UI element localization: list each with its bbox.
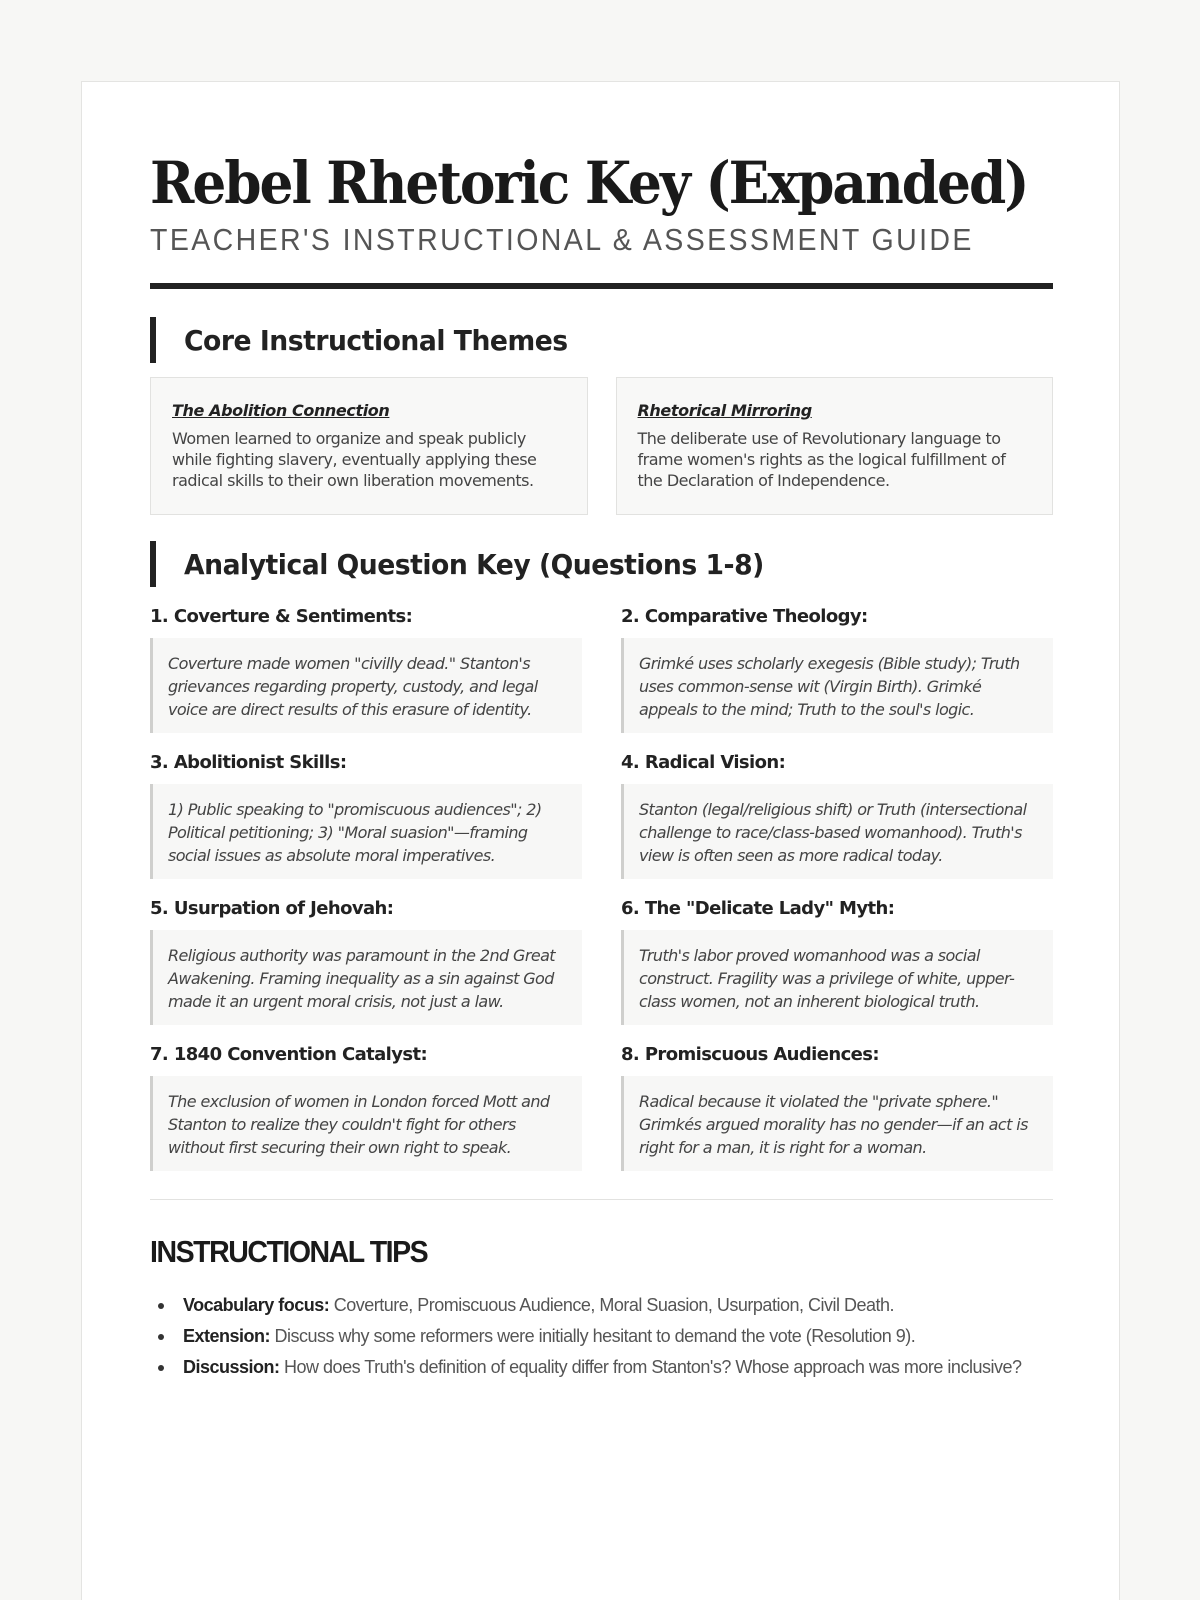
tip-label: Vocabulary focus: [183, 1295, 330, 1315]
tip-item [150, 1290, 1051, 1321]
theme-card-text: Women learned to organize and speak publicly while fighting slavery, eventually applying these radical skills to their own liberation movements. [172, 429, 537, 490]
theme-card [150, 377, 588, 515]
questions-section-heading [150, 541, 1051, 587]
theme-card [616, 377, 1054, 515]
answer-box: Coverture made women "civilly dead." Stanton's grievances regarding property, custody, and legal voice are direct results of this erasure of identity. [150, 638, 582, 733]
question-item [621, 605, 1053, 733]
question-label: 1. Coverture & Sentiments: [150, 606, 413, 627]
answer-box: The exclusion of women in London forced Mott and Stanton to realize they couldn't fight for others without first securing their own right to speak. [150, 1076, 582, 1171]
document-page [81, 81, 1120, 1600]
question-label: 8. Promiscuous Audiences: [621, 1044, 879, 1065]
tip-label: Extension: [183, 1326, 271, 1346]
bullet-icon [158, 1365, 164, 1371]
question-item [150, 751, 582, 879]
answer-box: Grimké uses scholarly exegesis (Bible study); Truth uses common-sense wit (Virgin Birth). Grimké appeals to the mind; Truth to the soul's logic. [621, 638, 1053, 733]
theme-card-title: Rhetorical Mirroring [637, 401, 812, 420]
tip-item [150, 1352, 1051, 1383]
section-accent-bar [150, 541, 156, 587]
section-divider [150, 1199, 1053, 1200]
answer-box: 1) Public speaking to "promiscuous audiences"; 2) Political petitioning; 3) "Moral suasion"—framing social issues as absolute moral imperatives. [150, 784, 582, 879]
document-title: Rebel Rhetoric Key (Expanded) [150, 149, 1028, 217]
theme-card-text: The deliberate use of Revolutionary language to frame women's rights as the logical fulfillment of the Declaration of Independence. [637, 429, 1006, 490]
question-label: 2. Comparative Theology: [621, 606, 868, 627]
themes-grid [150, 377, 1053, 515]
question-item [621, 897, 1053, 1025]
questions-heading-text: Analytical Question Key (Questions 1-8) [184, 547, 764, 581]
tip-text: How does Truth's definition of equality differ from Stanton's? Whose approach was more inclusive? [279, 1357, 1022, 1377]
answer-box: Stanton (legal/religious shift) or Truth (intersectional challenge to race/class-based womanhood). Truth's view is often seen as more radical today. [621, 784, 1053, 879]
questions-grid [150, 605, 1053, 1189]
question-item [621, 751, 1053, 879]
bullet-icon [158, 1334, 164, 1340]
tips-list [150, 1290, 1051, 1383]
section-accent-bar [150, 317, 156, 363]
answer-box: Radical because it violated the "private sphere." Grimkés argued morality has no gender—if an act is right for a man, it is right for a woman. [621, 1076, 1053, 1171]
bullet-icon [158, 1303, 164, 1309]
question-label: 6. The "Delicate Lady" Myth: [621, 898, 895, 919]
question-label: 3. Abolitionist Skills: [150, 752, 347, 773]
document-subtitle: TEACHER'S INSTRUCTIONAL & ASSESSMENT GUIDE [150, 222, 974, 257]
question-label: 5. Usurpation of Jehovah: [150, 898, 394, 919]
tips-heading: INSTRUCTIONAL TIPS [150, 1234, 428, 1269]
themes-section-heading [150, 317, 1051, 363]
theme-card-title: The Abolition Connection [172, 401, 390, 420]
question-item [621, 1043, 1053, 1171]
question-item [150, 1043, 582, 1171]
title-divider [150, 283, 1053, 289]
question-item [150, 605, 582, 733]
answer-box: Religious authority was paramount in the 2nd Great Awakening. Framing inequality as a sin against God made it an urgent moral crisis, not just a law. [150, 930, 582, 1025]
question-item [150, 897, 582, 1025]
themes-heading-text: Core Instructional Themes [184, 323, 568, 357]
answer-box: Truth's labor proved womanhood was a social construct. Fragility was a privilege of white, upper-class women, not an inherent biological truth. [621, 930, 1053, 1025]
question-label: 4. Radical Vision: [621, 752, 786, 773]
tip-text: Coverture, Promiscuous Audience, Moral Suasion, Usurpation, Civil Death. [329, 1295, 894, 1315]
tip-item [150, 1321, 1051, 1352]
tip-label: Discussion: [183, 1357, 280, 1377]
question-label: 7. 1840 Convention Catalyst: [150, 1044, 428, 1065]
tip-text: Discuss why some reformers were initially hesitant to demand the vote (Resolution 9). [270, 1326, 916, 1346]
